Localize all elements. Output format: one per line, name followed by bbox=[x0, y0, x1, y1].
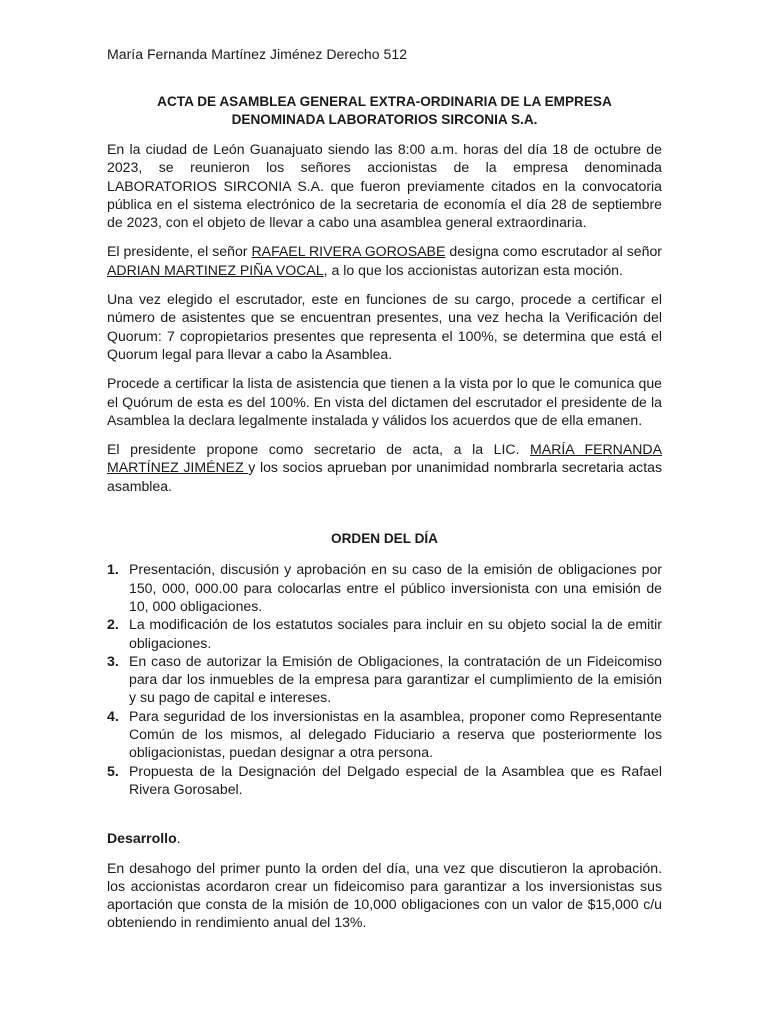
agenda-item bbox=[107, 762, 662, 799]
agenda-item bbox=[107, 707, 662, 762]
agenda-item-number: 2. bbox=[107, 616, 119, 633]
paragraph-text: designa como escrutador al señor bbox=[445, 243, 662, 260]
agenda-item-text: La modificación de los estatutos sociales para incluir en su objeto social la de emitir obligaciones. bbox=[129, 616, 662, 651]
paragraph-text: El presidente, el señor bbox=[107, 243, 252, 260]
development-heading-period: . bbox=[176, 830, 181, 847]
paragraph-president bbox=[107, 242, 662, 279]
agenda-item bbox=[107, 560, 662, 615]
agenda-item-number: 1. bbox=[107, 561, 119, 578]
paragraph-attendance: Procede a certificar la lista de asistencia que tienen a la vista por lo que le comunica que el Quórum de esta es del 100%. En vista del dictamen del escrutador el presidente de la Asamblea la declara legalmente instalada y válidos los acuerdos que de ella emanen. bbox=[107, 375, 662, 428]
paragraph-secretary bbox=[107, 440, 662, 495]
paragraph-opening: En la ciudad de León Guanajuato siendo las 8:00 a.m. horas del día 18 de octubre de 2023, se reunieron los señores accionistas de la empresa denominada LABORATORIOS SIRCONIA S.A. que fueron previamente citados en la convocatoria pública en el sistema electrónico de la secretaria de economía el día 28 de septiembre de 2023, con el objeto de llevar a cabo una asamblea general extraordinaria. bbox=[107, 141, 662, 231]
development-heading-text: Desarrollo bbox=[107, 830, 177, 847]
author-header: María Fernanda Martínez Jiménez Derecho 512 bbox=[107, 46, 408, 62]
agenda-item-text: Presentación, discusión y aprobación en su caso de la emisión de obligaciones por 150, 000, 000.00 para colocarlas entre el público inversionista con una emisión de 10, 000 obligaciones. bbox=[129, 561, 662, 614]
president-name: RAFAEL RIVERA GOROSABE bbox=[251, 243, 446, 260]
agenda-item bbox=[107, 615, 662, 652]
paragraph-text: , a lo que los accionistas autorizan esta moción. bbox=[323, 261, 623, 278]
paragraph-text: y los socios aprueban por unanimidad nombrarla secretaria actas asamblea. bbox=[107, 459, 663, 494]
agenda-heading: ORDEN DEL DÍA bbox=[331, 531, 438, 547]
agenda-list bbox=[107, 560, 662, 798]
scrutineer-name: ADRIAN MARTINEZ PIÑA VOCAL bbox=[107, 261, 324, 278]
development-heading bbox=[107, 829, 662, 847]
agenda-item-number: 3. bbox=[107, 652, 119, 669]
agenda-item-number: 5. bbox=[107, 762, 119, 779]
paragraph-text: El presidente propone como secretario de acta, a la LIC. bbox=[107, 441, 531, 458]
title-line-1: ACTA DE ASAMBLEA GENERAL EXTRA-ORDINARIA DE LA EMPRESA bbox=[157, 94, 612, 109]
title-line-2: DENOMINADA LABORATORIOS SIRCONIA S.A. bbox=[231, 112, 538, 127]
agenda-item-text: Para seguridad de los inversionistas en la asamblea, proponer como Representante Común de los mismos, al delegado Fiduciario a reserva que posteriormente los obligacionistas, puedan designar a otra persona. bbox=[129, 707, 662, 761]
paragraph-quorum: Una vez elegido el escrutador, este en funciones de su cargo, procede a certificar el número de asistentes que se encuentran presentes, una vez hecha la Verificación del Quorum: 7 copropietarios presentes que representa el 100%, se determina que está el Quorum legal para llevar a cabo la Asamblea. bbox=[107, 291, 662, 362]
paragraph-development: En desahogo del primer punto la orden del día, una vez que discutieron la aprobación. los accionistas acordaron crear un fideicomiso para garantizar a los inversionistas sus aportación que consta de la misión de 10,000 obligaciones con un valor de $15,000 c/u obteniendo in rendimiento anual del 13%. bbox=[107, 859, 662, 931]
agenda-item-text: Propuesta de la Designación del Delgado especial de la Asamblea que es Rafael Rivera Gorosabel. bbox=[129, 762, 662, 797]
secretary-name: MARÍA FERNANDA MARTÍNEZ JIMÉNEZ bbox=[107, 441, 662, 476]
document-body bbox=[107, 93, 662, 943]
agenda-item-number: 4. bbox=[107, 707, 119, 724]
agenda-item bbox=[107, 652, 662, 707]
document-title bbox=[107, 93, 662, 129]
agenda-item-text: En caso de autorizar la Emisión de Obligaciones, la contratación de un Fideicomiso para dar los inmuebles de la empresa para garantizar el cumplimiento de la emisión y su pago de capital e intereses. bbox=[129, 652, 662, 706]
